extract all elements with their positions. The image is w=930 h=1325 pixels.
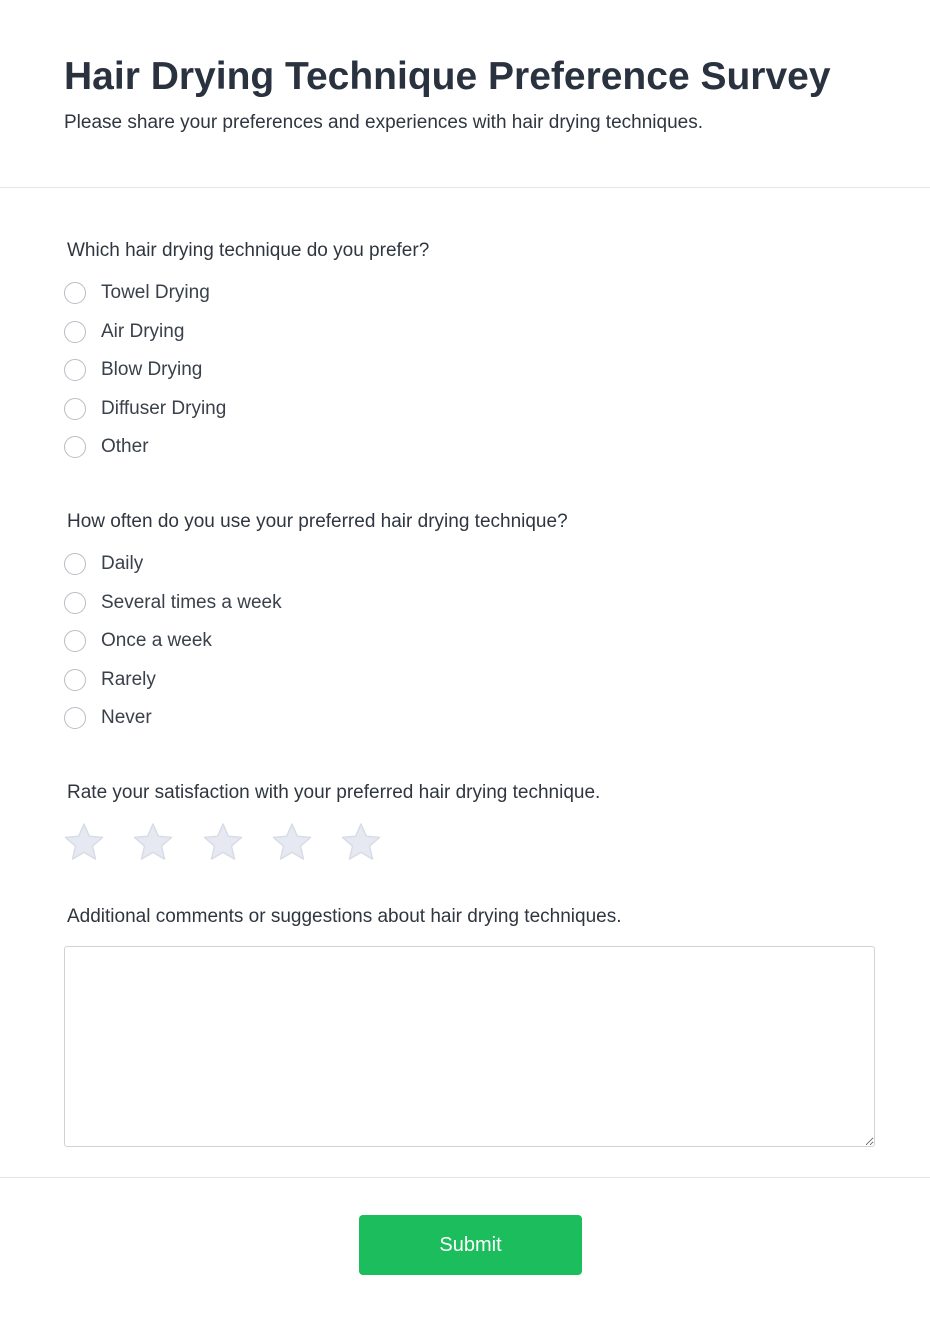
radio-button[interactable] [64, 398, 86, 420]
star-icon[interactable] [271, 822, 313, 862]
star-icon[interactable] [202, 822, 244, 862]
frequency-option-several-times-a-week[interactable] [64, 584, 464, 623]
technique-option-blow-drying[interactable] [64, 351, 464, 390]
technique-option-towel-drying[interactable] [64, 274, 464, 313]
option-label: Once a week [101, 630, 212, 652]
star-icon[interactable] [340, 822, 382, 862]
frequency-options [64, 545, 464, 738]
technique-option-other[interactable] [64, 428, 464, 467]
question-comments-label: Additional comments or suggestions about hair drying techniques. [67, 906, 622, 927]
page-title: Hair Drying Technique Preference Survey [64, 55, 831, 98]
frequency-option-daily[interactable] [64, 545, 464, 584]
survey-header [0, 0, 930, 188]
star-rating [63, 822, 409, 862]
radio-button[interactable] [64, 436, 86, 458]
option-label: Several times a week [101, 591, 282, 613]
frequency-option-once-a-week[interactable] [64, 622, 464, 661]
option-label: Towel Drying [101, 282, 210, 304]
star-icon[interactable] [132, 822, 174, 862]
radio-button[interactable] [64, 707, 86, 729]
option-label: Rarely [101, 668, 156, 690]
question-technique-label: Which hair drying technique do you prefer? [67, 240, 430, 261]
frequency-option-rarely[interactable] [64, 661, 464, 700]
radio-button[interactable] [64, 321, 86, 343]
option-label: Other [101, 436, 149, 458]
submit-button[interactable]: Submit [359, 1215, 582, 1275]
radio-button[interactable] [64, 359, 86, 381]
radio-button[interactable] [64, 553, 86, 575]
radio-button[interactable] [64, 592, 86, 614]
technique-option-air-drying[interactable] [64, 313, 464, 352]
option-label: Blow Drying [101, 359, 203, 381]
technique-option-diffuser-drying[interactable] [64, 390, 464, 429]
footer-divider [0, 1177, 930, 1178]
radio-button[interactable] [64, 630, 86, 652]
frequency-option-never[interactable] [64, 699, 464, 738]
question-frequency-label: How often do you use your preferred hair drying technique? [67, 511, 568, 532]
page-subtitle: Please share your preferences and experiences with hair drying techniques. [64, 112, 703, 133]
star-icon[interactable] [63, 822, 105, 862]
question-satisfaction-label: Rate your satisfaction with your preferred hair drying technique. [67, 782, 601, 803]
option-label: Daily [101, 553, 144, 575]
option-label: Never [101, 707, 152, 729]
technique-options [64, 274, 464, 467]
radio-button[interactable] [64, 669, 86, 691]
comments-textarea[interactable] [64, 946, 875, 1147]
option-label: Diffuser Drying [101, 397, 227, 419]
option-label: Air Drying [101, 320, 185, 342]
radio-button[interactable] [64, 282, 86, 304]
